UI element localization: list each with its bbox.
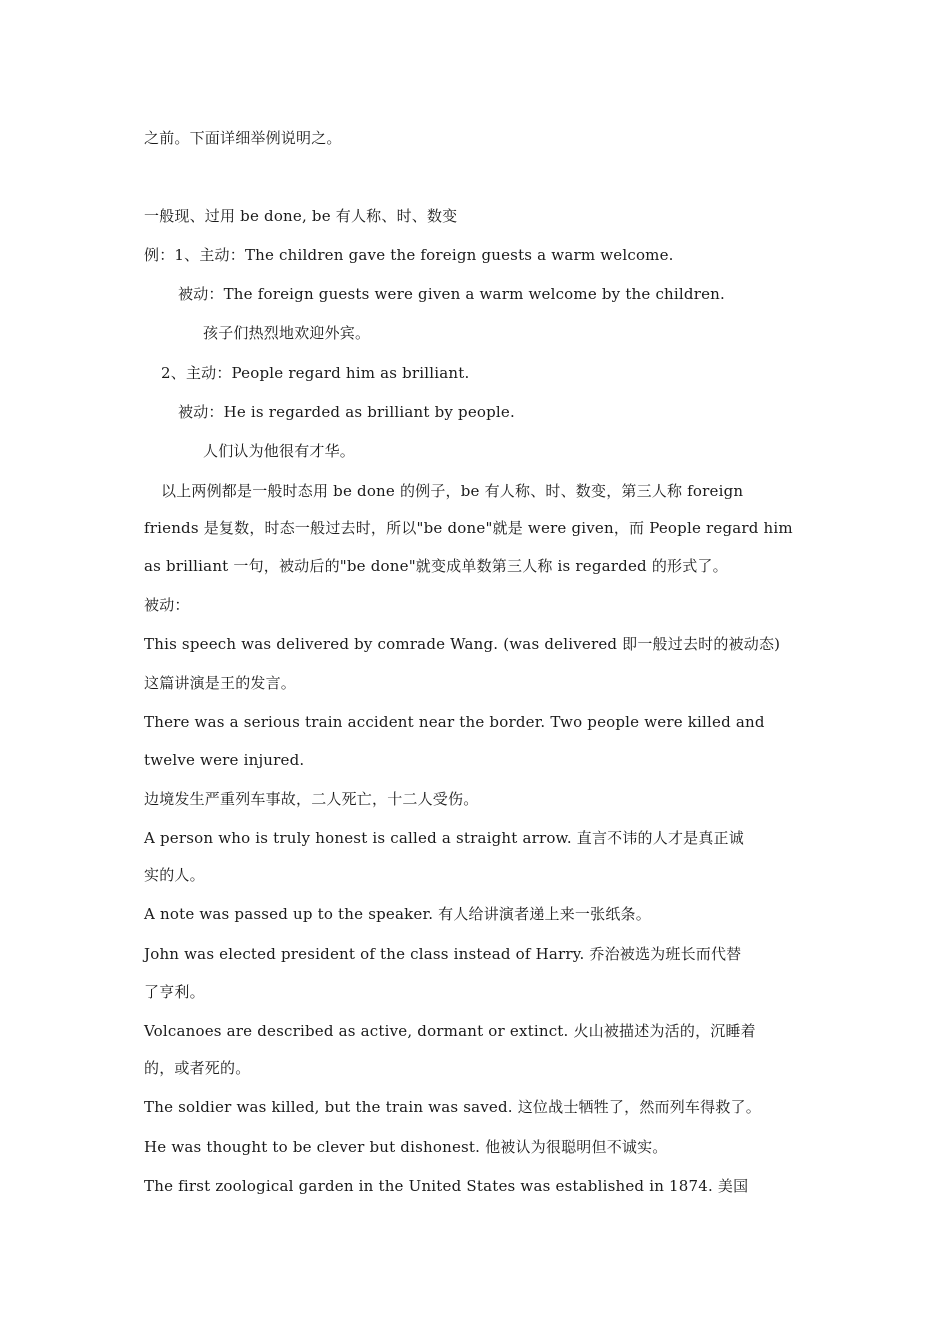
- example-translation: 这篇讲演是王的发言。: [144, 674, 297, 692]
- example-sentence: There was a serious train accident near the border. Two people were killed and: [144, 713, 765, 731]
- explanation-line: as brilliant 一句，被动后的"be done"就变成单数第三人称 is regarded 的形式了。: [144, 557, 728, 575]
- example-2-translation: 人们认为他很有才华。: [203, 442, 356, 460]
- example-sentence: A note was passed up to the speaker. 有人给讲演者递上来一张纸条。: [144, 905, 651, 923]
- example-sentence: 实的人。: [144, 866, 205, 884]
- example-sentence: He was thought to be clever but dishonest. 他被认为很聪明但不诚实。: [144, 1138, 668, 1156]
- example-sentence: twelve were injured.: [144, 751, 305, 769]
- example-sentence: John was elected president of the class instead of Harry. 乔治被选为班长而代替: [144, 945, 742, 963]
- example-2-passive: 被动：He is regarded as brilliant by people.: [178, 403, 515, 421]
- text-line: 之前。下面详细举例说明之。: [144, 129, 342, 147]
- example-1-active: 例：1、主动：The children gave the foreign guests a warm welcome.: [144, 246, 674, 264]
- example-sentence: Volcanoes are described as active, dormant or extinct. 火山被描述为活的，沉睡着: [144, 1022, 756, 1040]
- example-1-passive: 被动：The foreign guests were given a warm welcome by the children.: [178, 285, 725, 303]
- example-sentence: 了亨利。: [144, 983, 205, 1001]
- explanation-line: friends 是复数，时态一般过去时，所以"be done"就是 were given，而 People regard him: [144, 519, 793, 537]
- example-sentence: The first zoological garden in the United States was established in 1874. 美国: [144, 1177, 749, 1195]
- explanation-line: 以上两例都是一般时态用 be done 的例子，be 有人称、时、数变，第三人称 foreign: [161, 482, 744, 500]
- example-sentence: The soldier was killed, but the train was saved. 这位战士牺牲了，然而列车得救了。: [144, 1098, 761, 1116]
- passive-heading: 被动：: [144, 596, 190, 614]
- section-heading: 一般现、过用 be done, be 有人称、时、数变: [144, 207, 458, 225]
- example-1-translation: 孩子们热烈地欢迎外宾。: [203, 324, 371, 342]
- example-sentence: This speech was delivered by comrade Wang. (was delivered 即一般过去时的被动态): [144, 635, 781, 653]
- example-translation: 边境发生严重列车事故，二人死亡，十二人受伤。: [144, 790, 479, 808]
- example-sentence: 的，或者死的。: [144, 1059, 251, 1077]
- example-sentence: A person who is truly honest is called a straight arrow. 直言不讳的人才是真正诚: [144, 829, 744, 847]
- example-2-active: 2、主动：People regard him as brilliant.: [161, 364, 470, 382]
